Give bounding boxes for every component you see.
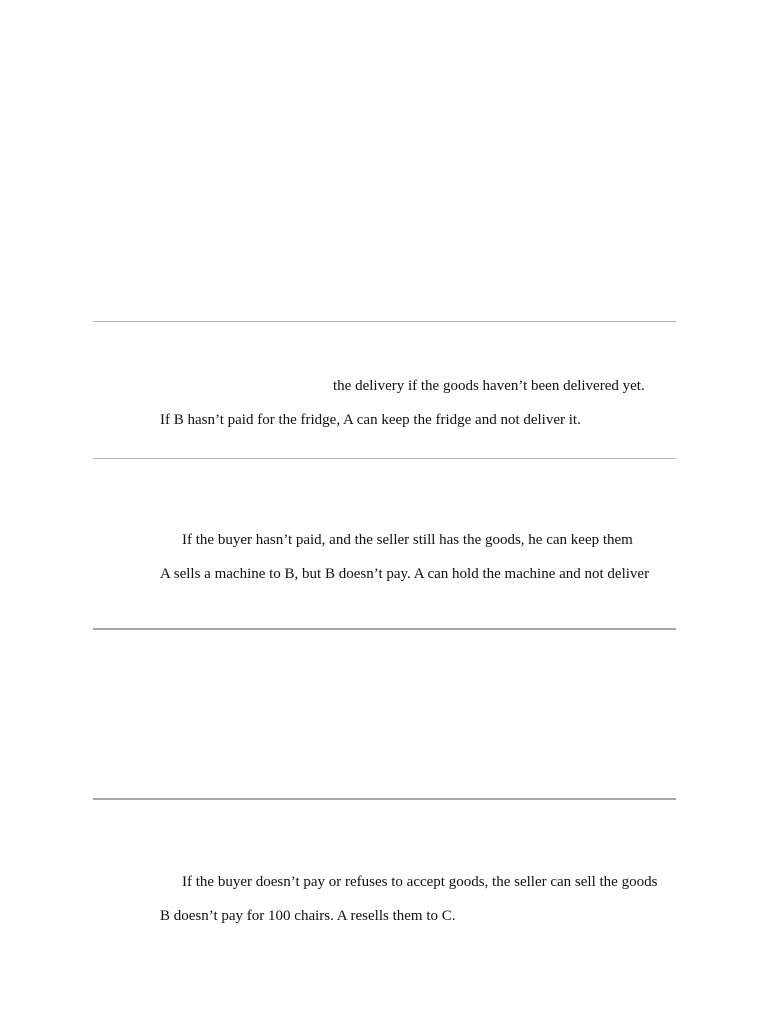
- text-line: If B hasn’t paid for the fridge, A can keep the fridge and not deliver it.: [160, 412, 581, 428]
- text-line: If the buyer hasn’t paid, and the seller still has the goods, he can keep them: [182, 532, 633, 548]
- divider: [93, 798, 676, 800]
- text-line: A sells a machine to B, but B doesn’t pay. A can hold the machine and not deliver: [160, 566, 650, 582]
- text-line: If the buyer doesn’t pay or refuses to accept goods, the seller can sell the goods: [182, 874, 658, 890]
- divider: [93, 458, 676, 459]
- divider: [93, 321, 676, 322]
- text-line: the delivery if the goods haven’t been delivered yet.: [333, 378, 645, 394]
- divider: [93, 628, 676, 630]
- text-line: B doesn’t pay for 100 chairs. A resells them to C.: [160, 908, 456, 924]
